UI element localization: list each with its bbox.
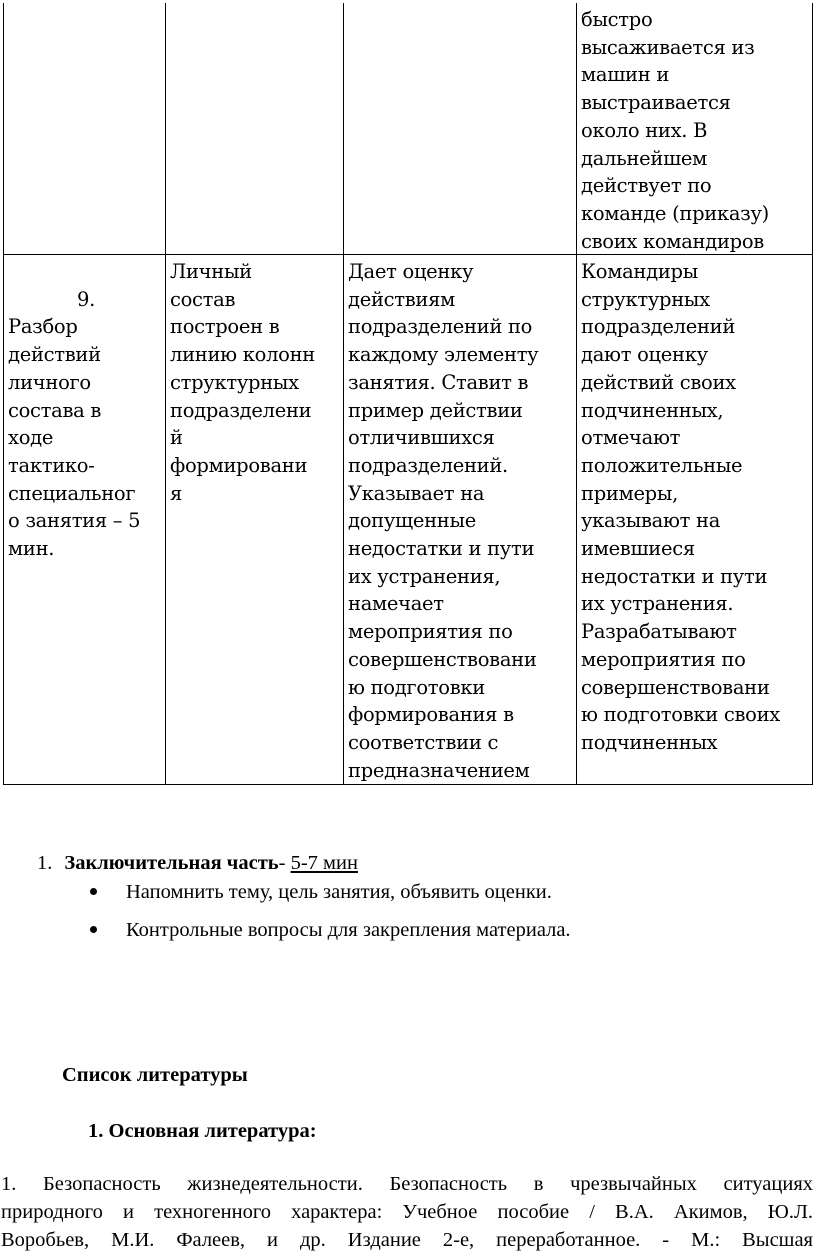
bullet-item: Напомнить тему, цель занятия, объявить оценки.: [126, 881, 552, 903]
table-cell-row2-col3: Дает оценку действиям подразделений по каждому элементу занятия. Ставит в пример действии отличившихся подразделений. Указывает на допущенные недостатки и пути их устранения, намечает мероприятия по совершенствовани ю подготовки формирования в соответствии с предназначением: [348, 260, 539, 782]
table-column-divider: [343, 3, 344, 784]
table-cell-row2-col2: Личный состав построен в линию колонн структурных подразделени й формировани я: [170, 260, 316, 505]
literature-heading: Список литературы: [62, 1064, 248, 1086]
final-part-dash: -: [278, 852, 291, 874]
bullet-icon: [90, 926, 97, 933]
table-row-divider: [4, 254, 812, 255]
table-column-divider: [576, 3, 577, 784]
table-cell-row1-col4: быстро высаживается из машин и выстраивается около них. В дальнейшем действует по команде (приказу) своих командиров: [581, 8, 769, 253]
table-cell-row2-col1: [8, 258, 164, 783]
literature-subheading: 1. Основная литература:: [88, 1120, 317, 1142]
bullet-icon: [90, 888, 97, 895]
literature-entry-line: Воробьев, М.И. Фалеев, и др. Издание 2-е, переработанное. - М.: Высшая: [1, 1229, 813, 1251]
final-part-duration: 5-7 мин: [290, 852, 358, 874]
stage-description: Разбор действий личного состава в ходе тактико- специальног о занятия – 5 мин.: [8, 315, 141, 561]
final-part-number: 1.: [37, 852, 53, 874]
literature-entry-line: природного и техногенного характера: Учебное пособие / В.А. Акимов, Ю.Л.: [1, 1201, 813, 1223]
final-part-title: Заключительная часть: [64, 852, 279, 874]
table-column-divider: [165, 3, 166, 784]
bullet-item: Контрольные вопросы для закрепления материала.: [126, 919, 571, 941]
table-cell-row2-col4: Командиры структурных подразделений дают оценку действий своих подчиненных, отмечают положительные примеры, указывают на имевшиеся недостатки и пути их устранения. Разрабатывают мероприятия по совершенствовани ю подготовки своих подчиненных: [581, 260, 780, 754]
final-part-heading: [37, 850, 358, 876]
row-number: 9.: [76, 287, 95, 311]
literature-entry-line: 1. Безопасность жизнедеятельности. Безопасность в чрезвычайных ситуациях: [1, 1173, 813, 1195]
lesson-table: [3, 3, 813, 785]
